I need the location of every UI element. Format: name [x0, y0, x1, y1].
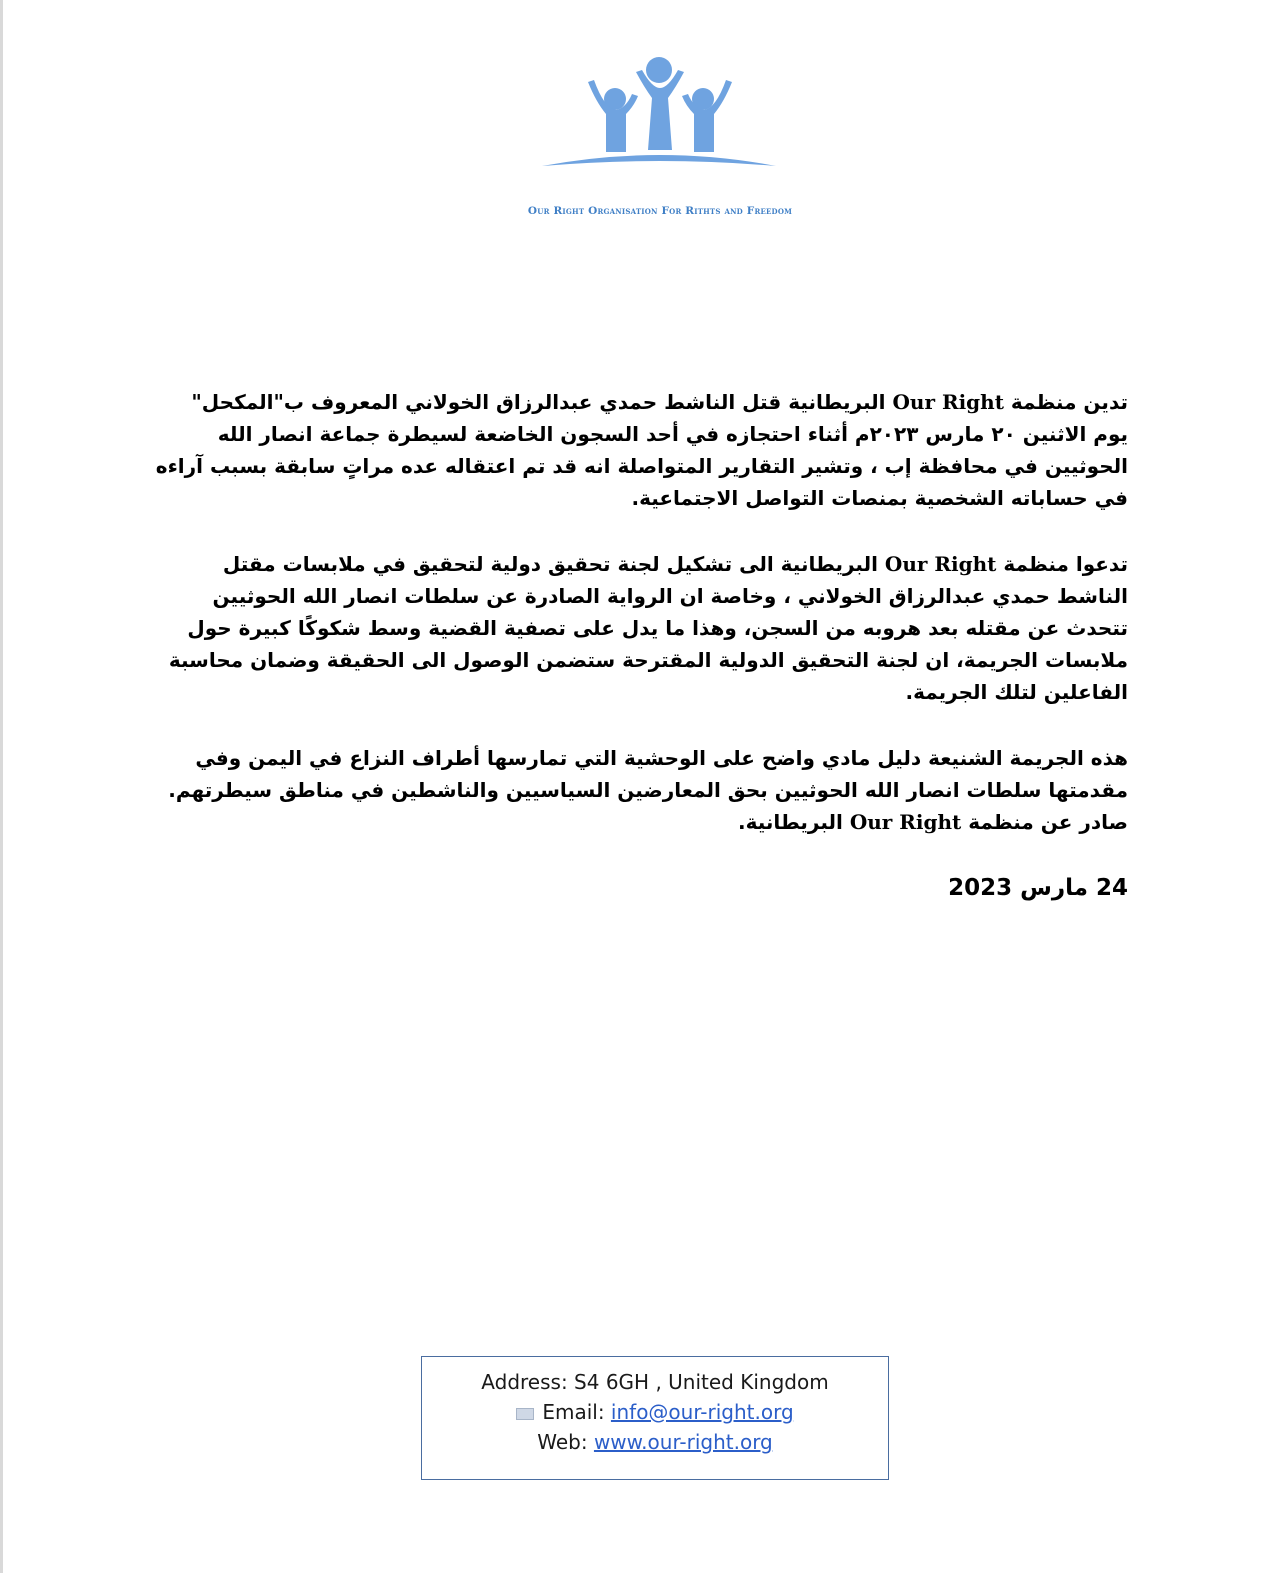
- email-link[interactable]: info@our-right.org: [610, 1400, 794, 1424]
- organization-logo-icon: [540, 52, 780, 172]
- web-line: [422, 1427, 888, 1457]
- website-link[interactable]: www.our-right.org: [593, 1430, 773, 1454]
- statement-date: 24 مارس 2023: [948, 875, 1128, 901]
- issued-by-lead: صادر عن منظمة: [961, 810, 1128, 834]
- paragraph-2-lead: تدعوا منظمة: [996, 552, 1128, 576]
- web-label: Web:: [537, 1430, 594, 1454]
- email-label: Email:: [542, 1400, 611, 1424]
- contact-box: [421, 1356, 889, 1480]
- issued-by-tail: البريطانية.: [737, 810, 850, 834]
- paragraph-2-text: البريطانية الى تشكيل لجنة تحقيق دولية لتحقيق في ملابسات مقتل الناشط حمدي عبدالرزاق الخولاني ، وخاصة ان الرواية الصادرة عن سلطات انصار الله الحوثيين تتحدث عن مقتله بعد هروبه من السجن، وهذا ما يدل على تصفية القضية وسط شكوكًا كبيرة حول ملابسات الجريمة، ان لجنة التحقيق الدولية المقترحة ستضمن الوصول الى الحقيقة وضمان محاسبة الفاعلين لتلك الجريمة.: [168, 552, 1128, 704]
- organization-tagline: Our Right Organisation For Rithts and Freedom: [527, 205, 793, 217]
- page-edge: [0, 0, 3, 1573]
- envelope-icon: [516, 1408, 534, 1420]
- paragraph-1-lead: تدين منظمة: [1003, 390, 1128, 414]
- statement-paragraph-1: [150, 386, 1128, 514]
- email-line: [422, 1397, 888, 1427]
- paragraph-spacer: [150, 514, 1128, 548]
- address-line: Address: S4 6GH , United Kingdom: [481, 1370, 829, 1394]
- paragraph-spacer: [150, 708, 1128, 742]
- issued-by-line: [150, 806, 1128, 838]
- statement-paragraph-3: هذه الجريمة الشنيعة دليل مادي واضح على الوحشية التي تمارسها أطراف النزاع في اليمن وفي مقدمتها سلطات انصار الله الحوثيين بحق المعارضين السياسيين والناشطين في مناطق سيطرتهم.: [168, 746, 1128, 802]
- org-name: Our Right: [892, 390, 1004, 414]
- paragraph-1-text: البريطانية قتل الناشط حمدي عبدالرزاق الخولاني المعروف ب"المكحل" يوم الاثنين ٢٠ مارس ٢٠٢٣م أثناء احتجازه في أحد السجون الخاضعة لسيطرة جماعة انصار الله الحوثيين في محافظة إب ، وتشير التقارير المتواصلة انه قد تم اعتقاله عده مراتٍ سابقة بسبب آراءه في حساباته الشخصية بمنصات التواصل الاجتماعية.: [155, 390, 1128, 510]
- org-name: Our Right: [849, 810, 962, 834]
- org-name: Our Right: [884, 552, 997, 576]
- statement-body: [150, 386, 1128, 904]
- statement-paragraph-2: [150, 548, 1128, 708]
